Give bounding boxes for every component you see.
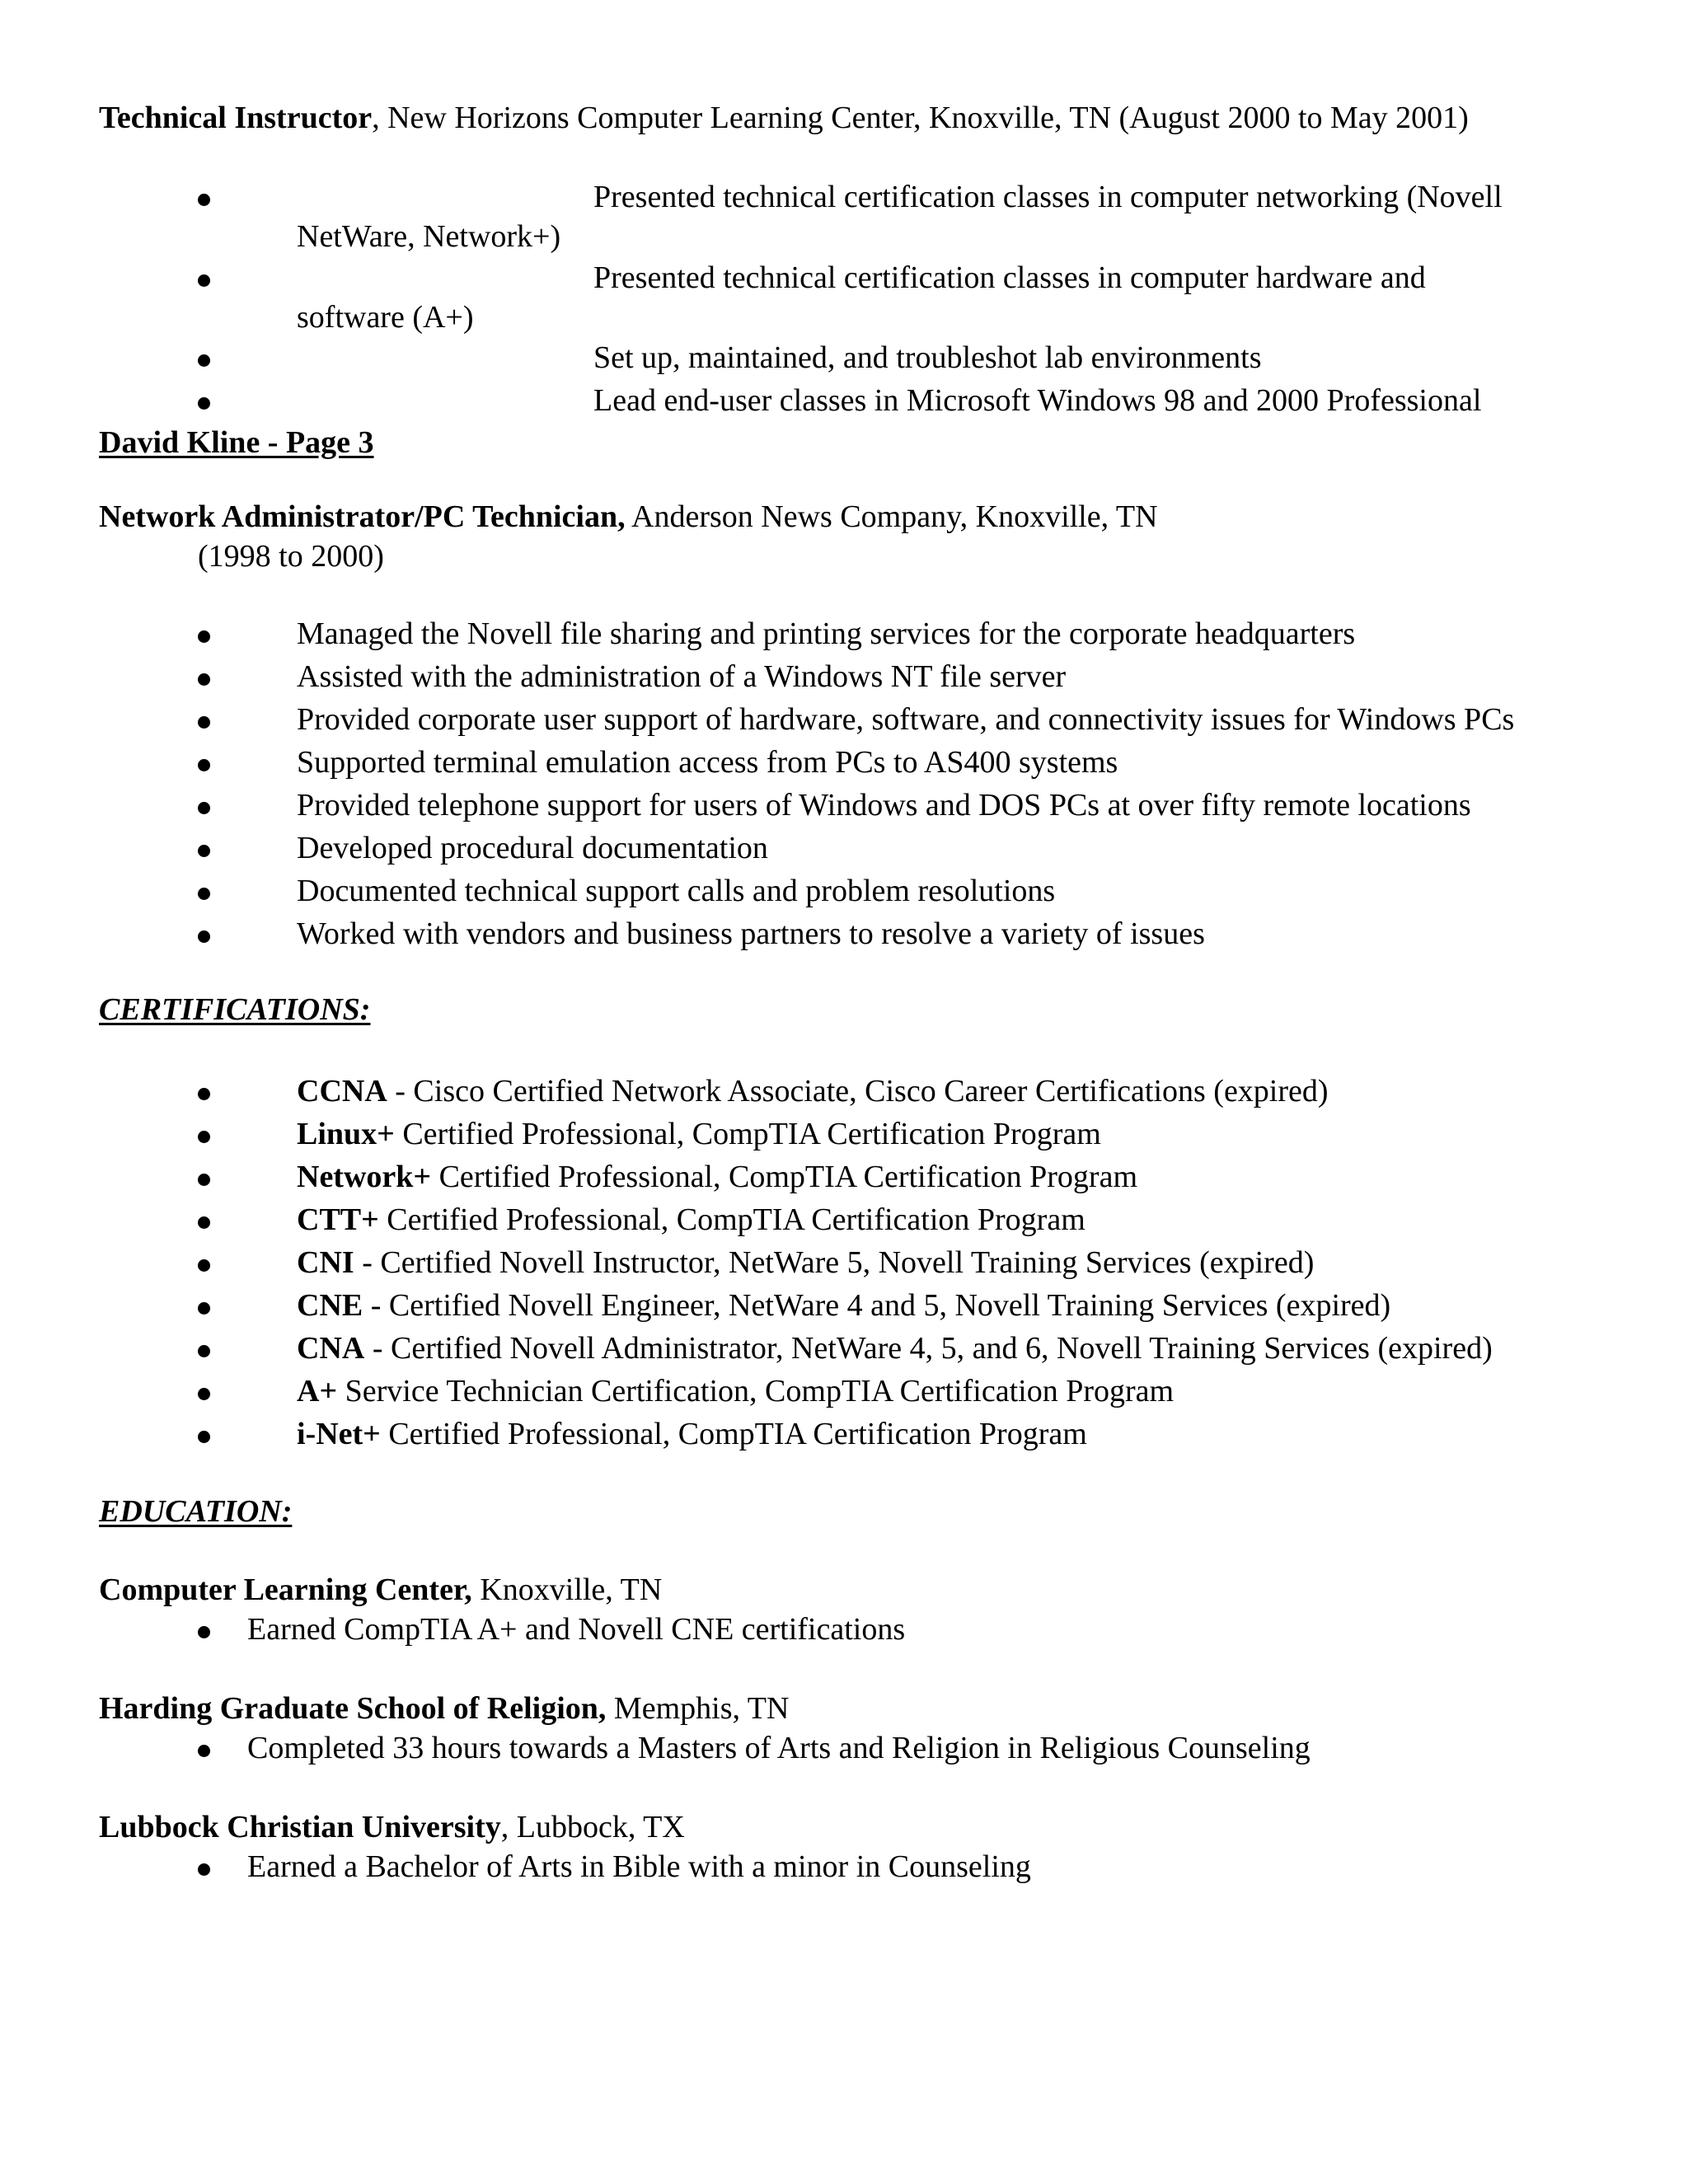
list-item: Earned CompTIA A+ and Novell CNE certifications bbox=[247, 1612, 906, 1647]
cert-desc: - Certified Novell Administrator, NetWare 4, 5, and 6, Novell Training Services (expired) bbox=[364, 1331, 1493, 1366]
bullet-icon bbox=[198, 630, 210, 643]
cert-name: CCNA bbox=[297, 1074, 387, 1108]
cert-desc: Certified Professional, CompTIA Certification Program bbox=[394, 1117, 1101, 1151]
bullet-icon bbox=[198, 1131, 210, 1143]
job2-title: Network Administrator/PC Technician, bbox=[99, 499, 626, 534]
school-location: Knoxville, TN bbox=[471, 1572, 663, 1607]
school-name: Lubbock Christian University bbox=[99, 1810, 501, 1844]
list-item: Presented technical certification classes in computer hardware and bbox=[593, 260, 1426, 295]
school-heading bbox=[99, 1693, 789, 1724]
job1-title: Technical Instructor bbox=[99, 101, 373, 135]
list-item: Presented technical certification classes in computer networking (Novell bbox=[593, 180, 1503, 214]
cert-name: CNI bbox=[297, 1245, 354, 1280]
list-item: Set up, maintained, and troubleshot lab environments bbox=[593, 340, 1262, 375]
cert-name: CNA bbox=[297, 1331, 365, 1366]
bullet-icon bbox=[198, 1088, 210, 1100]
list-item-continuation: software (A+) bbox=[297, 300, 474, 335]
cert-name: i-Net+ bbox=[297, 1417, 381, 1451]
list-item: Supported terminal emulation access from PCs to AS400 systems bbox=[297, 745, 1118, 780]
bullet-icon bbox=[198, 759, 210, 771]
bullet-icon bbox=[198, 1345, 210, 1357]
list-item: Provided corporate user support of hardware, software, and connectivity issues for Windows PCs bbox=[297, 702, 1515, 737]
bullet-icon bbox=[198, 1216, 210, 1229]
list-item: Completed 33 hours towards a Masters of Arts and Religion in Religious Counseling bbox=[247, 1731, 1311, 1765]
bullet-icon bbox=[198, 354, 210, 367]
list-item: Earned a Bachelor of Arts in Bible with a minor in Counseling bbox=[247, 1849, 1031, 1884]
bullet-icon bbox=[198, 1174, 210, 1186]
list-item: Managed the Novell file sharing and printing services for the corporate headquarters bbox=[297, 616, 1356, 651]
bullet-icon bbox=[198, 1626, 210, 1638]
school-location: Memphis, TN bbox=[606, 1691, 790, 1726]
list-item: Lead end-user classes in Microsoft Windows 98 and 2000 Professional bbox=[593, 383, 1482, 418]
school-name: Computer Learning Center, bbox=[99, 1572, 472, 1607]
school-name: Harding Graduate School of Religion, bbox=[99, 1691, 607, 1726]
certifications-heading: CERTIFICATIONS: bbox=[99, 992, 371, 1027]
bullet-icon bbox=[198, 1745, 210, 1757]
cert-item bbox=[297, 1076, 1329, 1107]
bullet-icon bbox=[198, 1431, 210, 1443]
job2-employer: Anderson News Company, Knoxville, TN bbox=[625, 499, 1158, 534]
school-location: , Lubbock, TX bbox=[500, 1810, 685, 1844]
bullet-icon bbox=[198, 802, 210, 814]
bullet-icon bbox=[198, 888, 210, 900]
cert-name: A+ bbox=[297, 1374, 338, 1408]
list-item: Documented technical support calls and problem resolutions bbox=[297, 874, 1056, 908]
cert-desc: Certified Professional, CompTIA Certification Program bbox=[380, 1417, 1087, 1451]
bullet-icon bbox=[198, 1259, 210, 1272]
education-heading: EDUCATION: bbox=[99, 1494, 293, 1529]
bullet-icon bbox=[198, 1863, 210, 1876]
cert-item bbox=[297, 1161, 1137, 1193]
cert-name: Linux+ bbox=[297, 1117, 395, 1151]
cert-name: Network+ bbox=[297, 1160, 432, 1194]
cert-item bbox=[297, 1247, 1314, 1278]
bullet-icon bbox=[198, 1388, 210, 1400]
cert-desc: Certified Professional, CompTIA Certification Program bbox=[378, 1202, 1085, 1237]
list-item: Provided telephone support for users of Windows and DOS PCs at over fifty remote locations bbox=[297, 788, 1471, 823]
page-header: David Kline - Page 3 bbox=[99, 425, 374, 460]
job1-employer: , New Horizons Computer Learning Center, Knoxville, TN (August 2000 to May 2001) bbox=[372, 101, 1469, 135]
bullet-icon bbox=[198, 274, 210, 287]
bullet-icon bbox=[198, 673, 210, 686]
bullet-icon bbox=[198, 716, 210, 729]
cert-item bbox=[297, 1118, 1101, 1150]
school-heading bbox=[99, 1574, 662, 1605]
cert-name: CNE bbox=[297, 1288, 363, 1323]
cert-item bbox=[297, 1333, 1493, 1364]
cert-desc: Certified Professional, CompTIA Certification Program bbox=[431, 1160, 1138, 1194]
bullet-icon bbox=[198, 845, 210, 857]
bullet-icon bbox=[198, 194, 210, 206]
cert-desc: Service Technician Certification, CompTIA Certification Program bbox=[337, 1374, 1175, 1408]
cert-desc: - Cisco Certified Network Associate, Cisco Career Certifications (expired) bbox=[387, 1074, 1329, 1108]
cert-item bbox=[297, 1418, 1087, 1450]
list-item: Assisted with the administration of a Windows NT file server bbox=[297, 659, 1067, 694]
job2-heading bbox=[99, 501, 1158, 532]
list-item: Developed procedural documentation bbox=[297, 831, 768, 865]
cert-desc: - Certified Novell Instructor, NetWare 5, Novell Training Services (expired) bbox=[354, 1245, 1315, 1280]
cert-item bbox=[297, 1290, 1390, 1321]
list-item-continuation: NetWare, Network+) bbox=[297, 219, 561, 254]
bullet-icon bbox=[198, 397, 210, 410]
bullet-icon bbox=[198, 1302, 210, 1315]
job2-dates: (1998 to 2000) bbox=[198, 539, 384, 574]
cert-item bbox=[297, 1204, 1085, 1235]
cert-name: CTT+ bbox=[297, 1202, 379, 1237]
cert-item bbox=[297, 1376, 1174, 1407]
bullet-icon bbox=[198, 930, 210, 943]
school-heading bbox=[99, 1811, 685, 1843]
job1-heading bbox=[99, 102, 1469, 134]
cert-desc: - Certified Novell Engineer, NetWare 4 and 5, Novell Training Services (expired) bbox=[363, 1288, 1391, 1323]
list-item: Worked with vendors and business partners to resolve a variety of issues bbox=[297, 916, 1205, 951]
